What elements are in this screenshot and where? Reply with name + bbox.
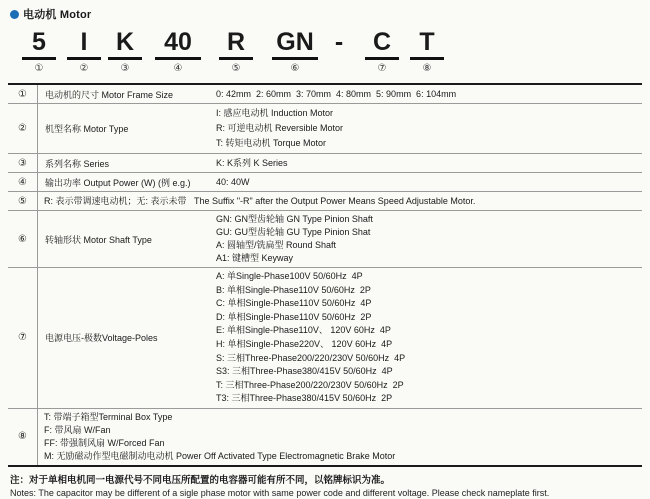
value-line: T: 转矩电动机 Torque Motor — [216, 138, 327, 148]
code-char: 5 — [22, 29, 56, 60]
code-char: 40 — [155, 29, 201, 60]
value-line: B: 单相Single-Phase110V 50/60Hz 2P — [216, 284, 371, 295]
value-line: GN: GN型齿轮轴 GN Type Pinion Shaft — [216, 214, 373, 224]
row-number: ⑦ — [8, 268, 38, 408]
table-row-voltage-poles — [8, 267, 642, 408]
code-segment-voltage-poles — [365, 29, 399, 75]
code-segment-series — [108, 29, 142, 75]
code-char: C — [365, 29, 399, 60]
value-line: T3: 三相Three-Phase380/415V 50/60Hz 2P — [216, 393, 393, 404]
code-segment-frame-size — [22, 29, 56, 75]
code-circled-number: ① — [34, 63, 44, 74]
row-number: ⑧ — [8, 409, 38, 465]
value-line: M: 无励磁动作型电磁制动电动机 Power Off Activated Type Electromagnetic Brake Motor — [44, 450, 396, 461]
table-row-series — [8, 153, 642, 172]
value-line: R: 表示带调速电动机；无: 表示未带 The Suffix "-R" after the Output Power Means Speed Adjustable Motor. — [44, 196, 476, 206]
row-label: 转轴形状 Motor Shaft Type — [45, 234, 152, 245]
code-segment-speed-adjustable — [219, 29, 253, 75]
code-segment-separator — [329, 29, 349, 60]
value-line: K: K系列 K Series — [216, 158, 288, 168]
row-number: ① — [8, 85, 38, 103]
code-circled-number: ⑧ — [422, 63, 432, 74]
row-number: ⑤ — [8, 192, 38, 210]
value-line: A: 单Single-Phase100V 50/60Hz 4P — [216, 271, 363, 281]
code-segment-output-power — [155, 29, 201, 75]
code-circled-number: ⑥ — [290, 63, 300, 74]
code-dash: - — [334, 28, 344, 56]
code-char: R — [219, 29, 253, 60]
row-number: ② — [8, 104, 38, 153]
table-row-output-power — [8, 172, 642, 191]
row-label: 输出功率 Output Power (W) (例 e.g.) — [45, 177, 191, 188]
row-values — [210, 211, 642, 267]
value-line: 0: 42mm 2: 60mm 3: 70mm 4: 80mm 5: 90mm 6: 104mm — [216, 89, 457, 99]
row-label: 系列名称 Series — [45, 158, 110, 169]
section-title: 电动机 Motor — [23, 9, 92, 21]
code-char: GN — [272, 29, 318, 60]
value-line: T: 带端子箱型Terminal Box Type — [44, 411, 173, 422]
value-line: F: 带风扇 W/Fan — [44, 424, 111, 435]
value-line: A1: 键槽型 Keyway — [216, 253, 294, 263]
value-line: C: 单相Single-Phase110V 50/60Hz 4P — [216, 298, 372, 309]
code-circled-number: ③ — [120, 63, 130, 74]
note-zh: 注：对于单相电机同一电源代号不同电压所配置的电容器可能有所不同，以铭牌标识为准。 — [10, 474, 391, 486]
note-en: Notes: The capacitor may be different of a sigle phase motor with same power code and different voltage. Please check nameplate first. — [10, 487, 550, 498]
value-line: E: 单相Single-Phase110V、 120V 60Hz 4P — [216, 325, 391, 336]
value-line: S3: 三相Three-Phase380/415V 50/60Hz 4P — [216, 366, 393, 377]
code-circled-number: ④ — [173, 63, 183, 74]
code-char: K — [108, 29, 142, 60]
value-line: T: 三相Three-Phase200/220/230V 50/60Hz 2P — [216, 379, 404, 390]
table-row-speed-adjustable — [8, 191, 642, 210]
row-values — [210, 85, 642, 103]
model-code — [8, 29, 642, 81]
table-row-frame-size — [8, 85, 642, 103]
spec-table — [8, 83, 642, 467]
value-line: 40: 40W — [216, 177, 250, 187]
row-values — [210, 268, 642, 408]
value-line: D: 单相Single-Phase110V 50/60Hz 2P — [216, 311, 372, 322]
value-line: GU: GU型齿轮轴 GU Type Pinion Shat — [216, 227, 371, 237]
code-char: I — [67, 29, 101, 60]
section-header — [8, 6, 642, 22]
table-row-motor-type — [8, 103, 642, 153]
value-line: R: 可逆电动机 Reversible Motor — [216, 123, 344, 133]
code-char: T — [410, 29, 444, 60]
row-label: 电源电压-极数Voltage-Poles — [45, 333, 158, 344]
value-line: FF: 带强制风扇 W/Forced Fan — [44, 437, 165, 448]
row-values — [210, 173, 642, 191]
notes — [8, 474, 642, 499]
row-number: ③ — [8, 154, 38, 172]
row-label: 电动机的尺寸 Motor Frame Size — [45, 89, 174, 100]
row-number: ⑥ — [8, 211, 38, 267]
code-segment-option — [410, 29, 444, 75]
row-values — [38, 192, 642, 210]
code-segment-shaft-type — [272, 29, 318, 75]
value-line: S: 三相Three-Phase200/220/230V 50/60Hz 4P — [216, 352, 406, 363]
value-line: I: 感应电动机 Induction Motor — [216, 108, 334, 118]
value-line: A: 圆轴型/铣扁型 Round Shaft — [216, 240, 337, 250]
value-line: H: 单相Single-Phase220V、 120V 60Hz 4P — [216, 338, 393, 349]
row-values — [38, 409, 642, 465]
row-values — [210, 154, 642, 172]
table-row-shaft-type — [8, 210, 642, 267]
code-circled-number: ⑤ — [231, 63, 241, 74]
table-row-options — [8, 408, 642, 465]
code-segment-motor-type — [67, 29, 101, 75]
row-label: 机型名称 Motor Type — [45, 124, 129, 134]
blue-dot-icon — [10, 10, 19, 19]
row-number: ④ — [8, 173, 38, 191]
code-circled-number: ② — [79, 63, 89, 74]
code-circled-number: ⑦ — [377, 63, 387, 74]
row-values — [210, 104, 642, 153]
